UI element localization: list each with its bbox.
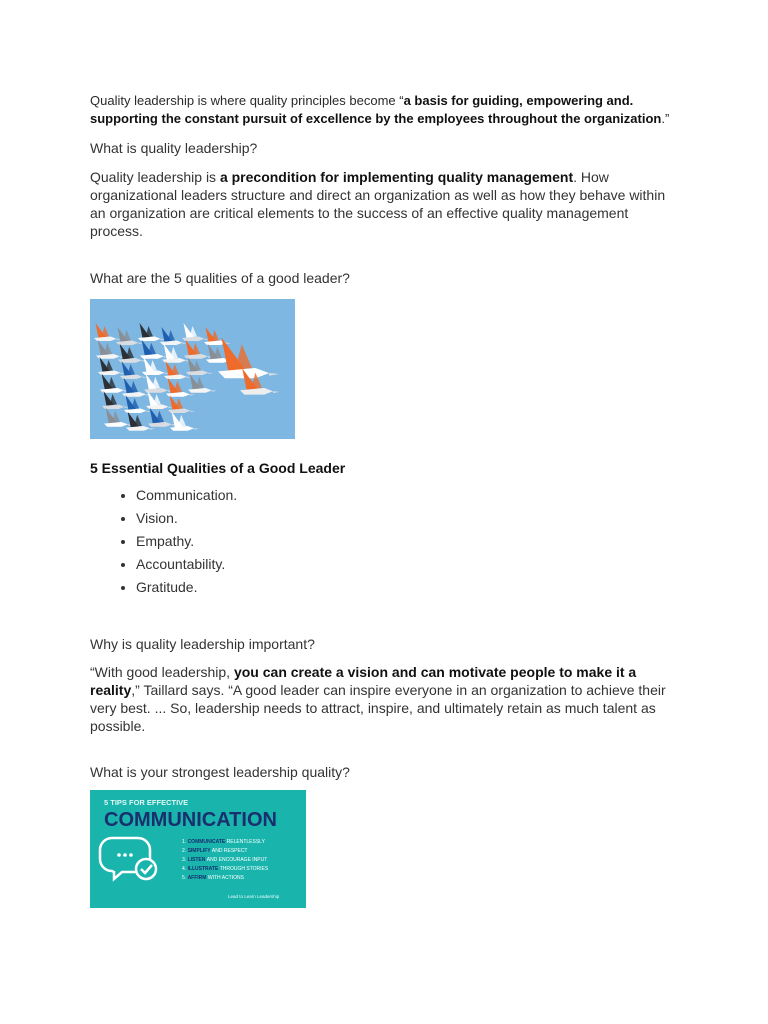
card-tip: 4. ILLUSTRATE THROUGH STORIES bbox=[182, 866, 269, 872]
importance-text: “With good leadership, bbox=[90, 664, 234, 680]
intro-bold: a basis for guiding, empowering and. supporting the constant pursuit of excellence by the employees throughout the organization bbox=[90, 93, 662, 126]
definition-text: Quality leadership is bbox=[90, 169, 220, 185]
card-footer: Lead to Learn Leadership bbox=[228, 894, 280, 899]
birds-image bbox=[90, 299, 680, 439]
card-title-big: COMMUNICATION bbox=[104, 809, 277, 831]
article bbox=[90, 92, 680, 908]
list-item: • Gratitude. bbox=[136, 576, 680, 599]
definition-paragraph bbox=[90, 168, 680, 240]
intro-text: Quality leadership is where quality principles become “ bbox=[90, 93, 404, 108]
card-tip: 3. LISTEN AND ENCOURAGE INPUT bbox=[182, 857, 268, 863]
question-five-qualities: What are the 5 qualities of a good leader? bbox=[90, 270, 350, 286]
card-tip: 1. COMMUNICATE RELENTLESSLY bbox=[182, 839, 265, 845]
list-item: • Communication. bbox=[136, 484, 680, 507]
card-tip: 2. SIMPLIFY AND RESPECT bbox=[182, 848, 248, 854]
intro-paragraph bbox=[90, 92, 680, 128]
qualities-list bbox=[90, 484, 680, 599]
definition-bold: a precondition for implementing quality management bbox=[219, 169, 574, 185]
card-tip: 5. AFFIRM WITH ACTIONS bbox=[182, 875, 244, 881]
question-what-is: What is quality leadership? bbox=[90, 140, 258, 156]
flock-of-birds-icon bbox=[90, 299, 295, 439]
question-why-important: Why is quality leadership important? bbox=[90, 636, 315, 652]
communication-tips-card bbox=[90, 790, 306, 908]
importance-text-end: ,” Taillard says. “A good leader can inspire everyone in an organization to achieve their very best. ... So, leadership needs to attract, inspire, and ultimately retain as much talent as possible. bbox=[90, 682, 666, 734]
definition-text-end: . How organizational leaders structure and direct an organization as well as how they behave within an organization are critical elements to the success of an effective quality management process. bbox=[90, 169, 666, 239]
qualities-heading: 5 Essential Qualities of a Good Leader bbox=[90, 460, 346, 476]
list-item: • Vision. bbox=[136, 507, 680, 530]
communication-image bbox=[90, 790, 680, 908]
list-item: • Accountability. bbox=[136, 553, 680, 576]
question-strongest-quality: What is your strongest leadership quality? bbox=[90, 764, 350, 780]
intro-text-end: .” bbox=[661, 111, 670, 126]
importance-bold: you can create a vision and can motivate people to make it a reality bbox=[90, 664, 637, 698]
card-title-small: 5 TIPS FOR EFFECTIVE bbox=[104, 798, 189, 807]
importance-paragraph bbox=[90, 663, 680, 735]
list-item: • Empathy. bbox=[136, 530, 680, 553]
